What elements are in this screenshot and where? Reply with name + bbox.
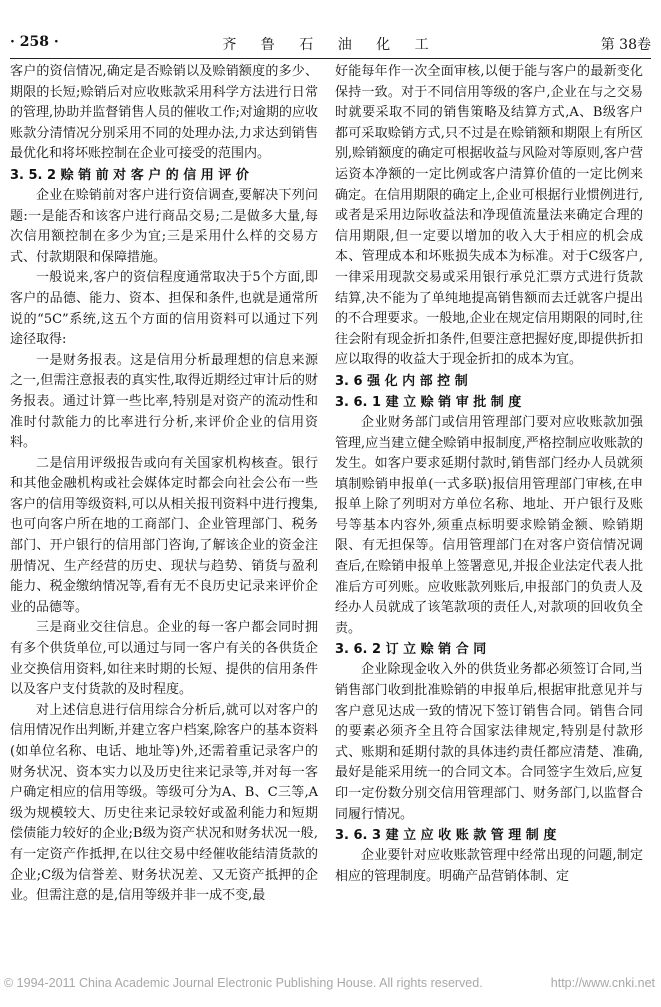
- paragraph: 企业财务部门或信用管理部门要对应收账款加强管理,应当建立健全赊销申报制度,严格控制应收账款的发生。如客户要求延期付款时,销售部门经办人员就须填制赊销申报单(一式多联)报信用管理部门审核,在申报单上除了列明对方单位名称、地址、开户银行及账号等基本内容外,须重点标明要求赊销金额、赊销期限、有无担保等。信用管理部门在对客户资信情况调查后,在赊销申报单上签署意见,并报企业法定代表人批准后方可列账。应收账款列账后,申报部门的负责人及经办人员就成了该笔款项的责任人,对款项的回收负全责。: [335, 414, 643, 636]
- paragraph: 一是财务报表。这是信用分析最理想的信息来源之一,但需注意报表的真实性,取得近期经过审计后的财务报表。通过计算一些比率,特别是对资产的流动性和准时付款能力的比率进行分析,来评价企业的信用资料。: [10, 352, 318, 451]
- paragraph: 好能每年作一次全面审核,以便于能与客户的最新变化保持一致。对于不同信用等级的客户,企业在与之交易时就要采取不同的销售策略及结算方式,A、B级客户都可采取赊销方式,只不过是在赊销额和期限上有所区别,赊销额度的确定可根据收益与风险对等原则,客户营运资本净额的一定比例或客户清算价值的一定比例来确定。在信用期限的确定上,企业可根据行业惯例进行,或者是采用边际收益法和净现值流量法来确定合理的信用期限,但一定要以增加的收入大于相应的机会成本、管理成本和坏账损失成本为标准。对于C级客户,一律采用现款交易或采用银行承兑汇票方式进行货款结算,决不能为了单纯地提高销售额而去迁就客户提出的不合理要求。一般地,企业在规定信用期限的同时,往往会附有现金折扣条件,但要注意把握好度,即提供折扣应以取得的收益大于现金折扣的成本为宜。: [335, 64, 643, 368]
- paragraph: 对上述信息进行信用综合分析后,就可以对客户的信用情况作出判断,并建立客户档案,除客户的基本资料(如单位名称、电话、地址等)外,还需着重记录客户的财务状况、资本实力以及历史往来记录等,并对每一客户确定相应的信用等级。等级可分为A、B、C三等,A级为规模较大、历史往来记录较好或盈利能力和短期偿债能力较好的企业;B级为资产状况和财务状况一般,有一定资产作抵押,在以往交易中经催收能结清货款的企业;C级为信誉差、财务状况差、又无资产抵押的企业。但需注意的是,信用等级并非一成不变,最: [10, 702, 318, 904]
- section-heading: 3. 5. 2 赊 销 前 对 客 户 的 信 用 评 价: [10, 167, 249, 183]
- subsection-heading: 3. 6. 3 建 立 应 收 账 款 管 理 制 度: [335, 828, 557, 844]
- right-column: [335, 62, 643, 887]
- paragraph: 一般说来,客户的资信程度通常取决于5个方面,即客户的品德、能力、资本、担保和条件,也就是通常所说的“5C”系统,这五个方面的信用资料可以通过下列途径取得:: [10, 270, 318, 348]
- page-number: · 258 ·: [10, 34, 59, 50]
- left-column: [10, 62, 318, 907]
- subsection-heading: 3. 6. 1 建 立 赊 销 审 批 制 度: [335, 394, 522, 410]
- paragraph: 二是信用评级报告或向有关国家机构核查。银行和其他金融机构或社会媒体定时都会向社会公布一些客户的信用等级资料,可以从相关报刊资料中进行搜集,也可向客户所在地的工商部门、企业管理部门、税务部门、开户银行的信用部门咨询,了解该企业的资金注册情况、生产经营的历史、现状与趋势、销货与盈利能力、税金缴纳情况等,看有无不良历史记录来评价企业的品德等。: [10, 455, 318, 615]
- subsection-heading: 3. 6. 2 订 立 赊 销 合 同: [335, 642, 487, 658]
- paragraph: 企业要针对应收账款管理中经常出现的问题,制定相应的管理制度。明确产品营销体制、定: [335, 848, 643, 884]
- volume-label: 第 38卷: [600, 37, 651, 53]
- cnki-url: http://www.cnki.net: [550, 976, 655, 990]
- paragraph: 企业在赊销前对客户进行资信调查,要解决下列问题:一是能否和该客户进行商品交易;二是做多大量,每次信用额控制在多少为宜;三是采用什么样的交易方式、付款期限和保障措施。: [10, 187, 318, 265]
- journal-title: 齐 鲁 石 油 化 工: [222, 37, 439, 53]
- paragraph: 客户的资信情况,确定是否赊销以及赊销额度的多少、期限的长短;赊销后对应收账款采用科学方法进行日常的管理,协助并监督销售人员的催收工作;对逾期的应收账款分清情况分别采用不同的处理办法,力求达到销售最优化和将坏账控制在企业可接受的范围内。: [10, 64, 318, 162]
- paragraph: 三是商业交往信息。企业的每一客户都会同时拥有多个供货单位,可以通过与同一客户有关的各供货企业交换信用资料,如往来时期的长短、提供的信用条件以及客户支付货款的及时程度。: [10, 620, 318, 698]
- paragraph: 企业除现金收入外的供货业务都必须签订合同,当销售部门收到批准赊销的申报单后,根据审批意见并与客户意见达成一致的情况下签订销售合同。销售合同的要素必须齐全且符合国家法律规定,特别是付款形式、账期和延期付款的具体违约责任都应清楚、准确,最好是能采用统一的合同文本。合同签字生效后,应复印一定份数分别交信用管理部门、财务部门,以监督合同履行情况。: [335, 662, 643, 822]
- copyright-watermark: [4, 976, 655, 994]
- section-heading: 3. 6 强 化 内 部 控 制: [335, 373, 468, 389]
- copyright-text: © 1994-2011 China Academic Journal Electronic Publishing House. All rights reserved.: [4, 976, 483, 990]
- page-header: [10, 30, 651, 59]
